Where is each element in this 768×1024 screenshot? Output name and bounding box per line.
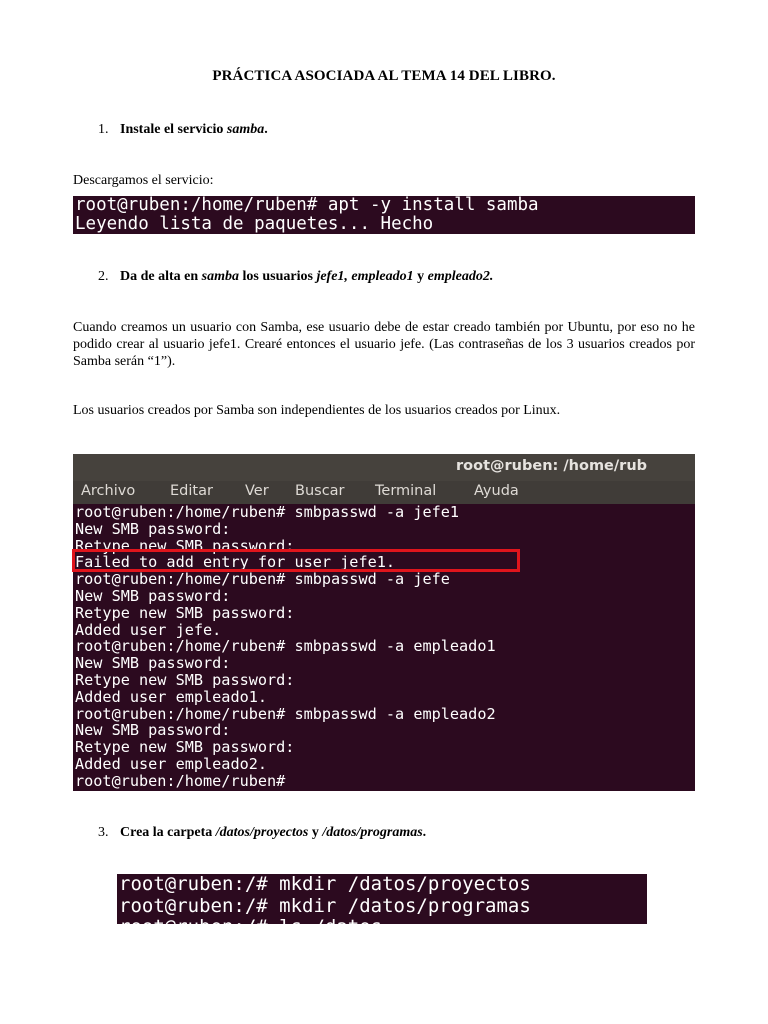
terminal-line: Leyendo lista de paquetes... Hecho xyxy=(75,214,434,234)
terminal-line: Retype new SMB password: xyxy=(75,603,295,622)
terminal-line: New SMB password: xyxy=(75,721,231,740)
terminal-line: New SMB password: xyxy=(75,586,231,605)
terminal-line: root@ruben:/# ls /datos xyxy=(119,916,383,938)
step-1 xyxy=(98,122,268,138)
terminal-line: New SMB password: xyxy=(75,654,231,673)
step-1-period: . xyxy=(264,122,268,137)
terminal-line: root@ruben:/home/ruben# smbpasswd -a empleado1 xyxy=(75,637,496,656)
step-2-text-a: Da de alta en xyxy=(120,269,202,284)
step-2 xyxy=(98,269,493,285)
menu-ver[interactable]: Ver xyxy=(245,483,269,499)
step-1-text: Instale el servicio xyxy=(120,122,227,137)
terminal-line: New SMB password: xyxy=(75,519,231,538)
step-3-proyectos: /datos/proyectos xyxy=(215,825,309,840)
terminal-line-error: Failed to add entry for user jefe1. xyxy=(75,553,396,572)
terminal-line: Added user empleado1. xyxy=(75,687,268,706)
step-3-period: . xyxy=(422,825,427,840)
paragraph-independientes: Los usuarios creados por Samba son independientes de los usuarios creados por Linux. xyxy=(73,403,561,418)
terminal-titlebar[interactable] xyxy=(73,454,695,481)
menu-ayuda[interactable]: Ayuda xyxy=(474,483,519,499)
step-1-number: 1. xyxy=(98,122,109,137)
terminal-menubar xyxy=(73,481,695,504)
menu-editar[interactable]: Editar xyxy=(170,483,213,499)
step-2-text-c: los usuarios xyxy=(239,269,317,284)
terminal-line: Retype new SMB password: xyxy=(75,536,295,555)
terminal-line: root@ruben:/home/ruben# smbpasswd -a jefe1 xyxy=(75,503,460,521)
terminal-line: root@ruben:/home/ruben# smbpasswd -a jefe xyxy=(75,570,450,589)
terminal-window-title: root@ruben: /home/rub xyxy=(456,458,648,474)
step-3-text-a: Crea la carpeta xyxy=(120,825,216,840)
menu-terminal[interactable]: Terminal xyxy=(375,483,437,499)
step-2-samba: samba xyxy=(201,269,240,284)
step-3-programas: /datos/programas xyxy=(322,825,423,840)
terminal-line: Added user empleado2. xyxy=(75,754,268,773)
terminal-line: root@ruben:/# mkdir /datos/proyectos xyxy=(119,873,531,895)
terminal-line: Added user jefe. xyxy=(75,620,222,639)
step-3-number: 3. xyxy=(98,825,109,840)
document-title: PRÁCTICA ASOCIADA AL TEMA 14 DEL LIBRO. xyxy=(212,68,556,84)
terminal-mkdir xyxy=(117,873,647,938)
paragraph-cuando: Cuando creamos un usuario con Samba, ese usuario debe de estar creado también por Ubuntu, por eso no he podido crear al usuario jefe1. Crearé entonces el usuario jefe. (Las contraseñas de los 3 usuarios creados por Samba serán “1”). xyxy=(73,320,695,369)
terminal-line: Retype new SMB password: xyxy=(75,738,295,757)
terminal-line: root@ruben:/# mkdir /datos/programas xyxy=(119,894,531,917)
paragraph-descargamos: Descargamos el servicio: xyxy=(73,173,214,188)
step-2-number: 2. xyxy=(98,269,109,284)
menu-archivo[interactable]: Archivo xyxy=(81,483,136,499)
step-3 xyxy=(98,825,426,841)
terminal-output xyxy=(73,504,695,790)
terminal-line: Retype new SMB password: xyxy=(75,670,295,689)
terminal-install-samba xyxy=(73,196,695,234)
error-highlight-box xyxy=(72,549,520,572)
terminal-line: root@ruben:/home/ruben# xyxy=(75,771,286,790)
step-2-text-e: y xyxy=(413,269,428,284)
step-2-empleado2: empleado2. xyxy=(427,269,494,284)
step-2-users: jefe1, empleado1 xyxy=(316,269,414,284)
terminal-line: root@ruben:/home/ruben# smbpasswd -a empleado2 xyxy=(75,704,496,723)
step-3-text-c: y xyxy=(308,825,323,840)
terminal-line: root@ruben:/home/ruben# apt -y install samba xyxy=(75,195,539,215)
terminal-window-smbpasswd xyxy=(73,454,695,791)
step-1-samba: samba xyxy=(226,122,265,137)
menu-buscar[interactable]: Buscar xyxy=(295,483,345,499)
